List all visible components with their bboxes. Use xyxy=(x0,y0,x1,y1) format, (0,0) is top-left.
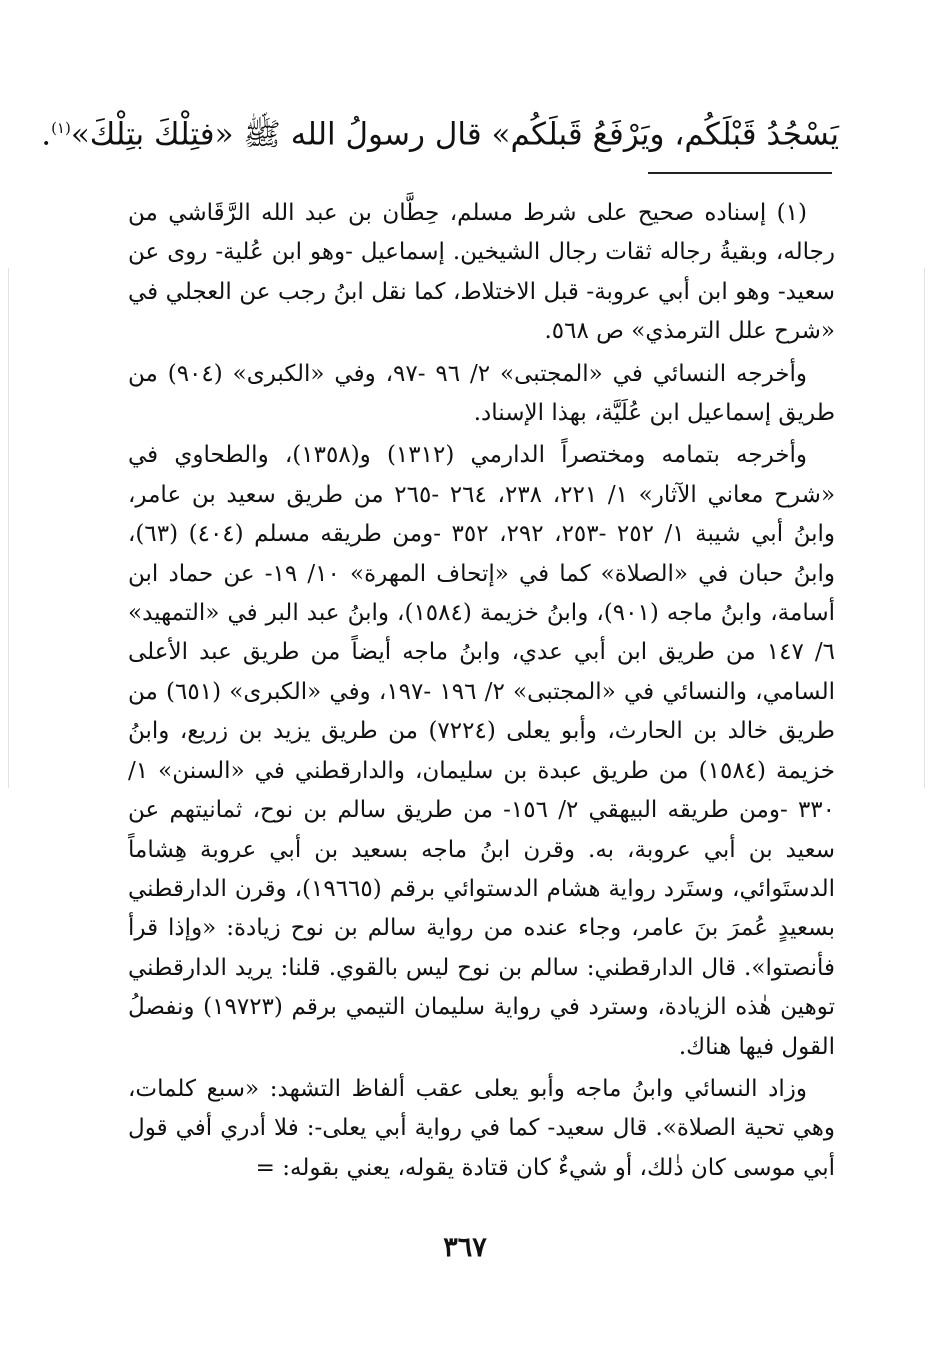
footnote-separator-line xyxy=(648,172,832,174)
footnote-reference-marker: (١) xyxy=(51,119,71,137)
main-text-line xyxy=(41,98,839,164)
right-margin-scan-line xyxy=(924,268,925,788)
footnote-paragraph-2: وأخرجه النسائي في «المجتبى» ٢/ ٩٦ -٩٧، وفي «الكبرى» (٩٠٤) من طريق إسماعيل ابن عُلَيَّة، بهذا الإسناد. xyxy=(128,360,835,427)
page-number: ٣٦٧ xyxy=(443,1232,487,1263)
main-text-end-mark: . xyxy=(41,116,52,153)
left-margin-scan-line xyxy=(8,268,9,788)
footnote-paragraph-1: (١) إسناده صحيح على شرط مسلم، حِطَّان بن عبد الله الرَّقَاشي من رجاله، وبقيةُ رجاله ثقات رجال الشيخين. إسماعيل -وهو ابن عُلية- روى عن سعيد- وهو ابن أبي عروبة- قبل الاختلاط، كما نقل ابنُ رجب عن العجلي في «شرح علل الترمذي» ص ٥٦٨. xyxy=(128,200,835,345)
footnotes-block xyxy=(128,194,835,1191)
footnote-paragraph-3: وأخرجه بتمامه ومختصراً الدارمي (١٣١٢) و(١٣٥٨)، والطحاوي في «شرح معاني الآثار» ١/ ٢٢١، ٢٣٨، ٢٦٤ -٢٦٥ من طريق سعيد بن عامر، وابنُ أبي شيبة ١/ ٢٥٢ -٢٥٣، ٢٩٢، ٣٥٢ -ومن طريقه مسلم (٤٠٤) (٦٣)، وابنُ حبان في «الصلاة» كما في «إتحاف المهرة» ١٠/ ١٩- عن حماد ابن أسامة، وابنُ ماجه (٩٠١)، وابنُ خزيمة (١٥٨٤)، وابنُ عبد البر في «التمهيد» ٦/ ١٤٧ من طريق ابن أبي عدي، وابنُ ماجه أيضاً من طريق عبد الأعلى السامي، والنسائي في «المجتبى» ٢/ ١٩٦ -١٩٧، وفي «الكبرى» (٦٥١) من طريق خالد بن الحارث، وأبو يعلى (٧٢٢٤) من طريق يزيد بن زريع، وابنُ خزيمة (١٥٨٤) من طريق عبدة بن سليمان، والدارقطني في «السنن» ١/ ٣٣٠ -ومن طريقه البيهقي ٢/ ١٥٦- من طريق سالم بن نوح، ثمانيتهم عن سعيد بن أبي عروبة، به. وقرن ابنُ ماجه بسعيد بن أبي عروبة هِشاماً الدستَوائي، وستَرد رواية هشام الدستوائي برقم (١٩٦٦٥)، وقرن الدارقطني بسعيدٍ عُمرَ بنَ عامر، وجاء عنده من رواية سالم بن نوح زيادة: «وإذا قرأ فأنصتوا». قال الدارقطني: سالم بن نوح ليس بالقوي. قلنا: يريد الدارقطني توهين هٰذه الزيادة، وسترد في رواية سليمان التيمي برقم (١٩٧٢٣) ونفصلُ القول فيها هناك. xyxy=(128,442,836,1060)
footnote-paragraph-4: وزاد النسائي وابنُ ماجه وأبو يعلى عقب ألفاظ التشهد: «سبع كلمات، وهي تحية الصلاة». قال سعيد- كما في رواية أبي يعلى-: فلا أدري أفي قول أبي موسى كان ذٰلك، أو شيءٌ كان قتادة يقوله، يعني بقوله: = xyxy=(128,1075,835,1181)
main-text: يَسْجُدُ قَبْلَكُم، ويَرْفَعُ قَبلَكُم» قال رسولُ الله ﷺ «فتِلْكَ بتِلْكَ» xyxy=(70,116,839,153)
